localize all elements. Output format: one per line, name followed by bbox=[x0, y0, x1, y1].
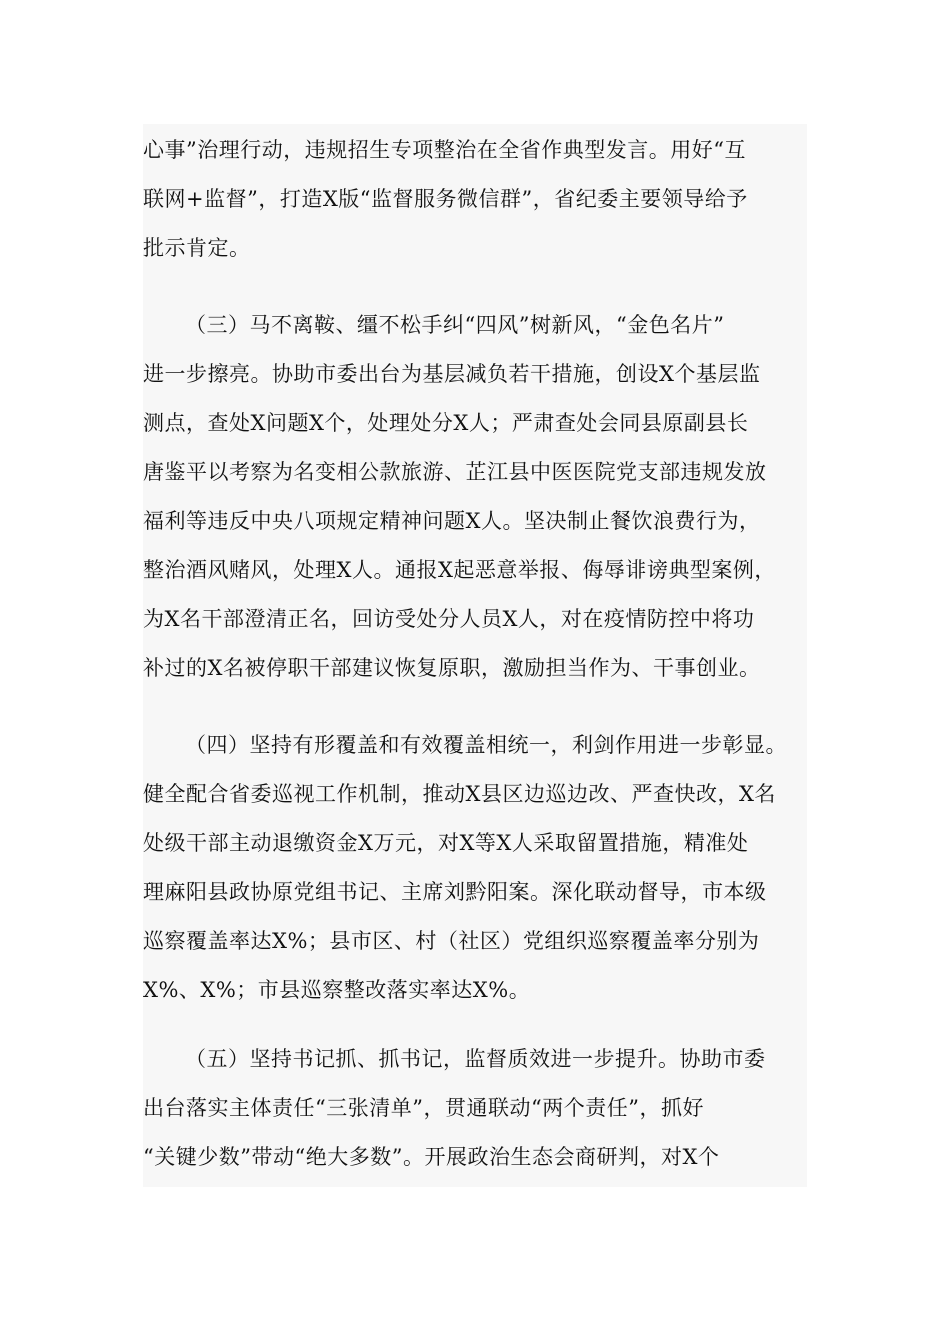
text-line: 唐鉴平以考察为名变相公款旅游、芷江县中医医院党支部违规发放 bbox=[143, 460, 767, 484]
text-line: （五）坚持书记抓、抓书记，监督质效进一步提升。协助市委 bbox=[185, 1047, 766, 1071]
text-line: “关键少数”带动“绝大多数”。开展政治生态会商研判，对X个 bbox=[143, 1145, 720, 1169]
text-line: 测点，查处X问题X个，处理处分X人；严肃查处会同县原副县长 bbox=[143, 411, 749, 435]
text-line: 健全配合省委巡视工作机制，推动X县区边巡边改、严查快改，X名 bbox=[143, 782, 776, 806]
text-line: X%、X%；市县巡察整改落实率达X%。 bbox=[143, 978, 531, 1002]
text-line: 进一步擦亮。协助市委出台为基层减负若干措施，创设X个基层监 bbox=[143, 362, 761, 386]
text-line: 处级干部主动退缴资金X万元，对X等X人采取留置措施，精准处 bbox=[143, 831, 749, 855]
text-line: 巡察覆盖率达X%；县市区、村（社区）党组织巡察覆盖率分别为 bbox=[143, 929, 760, 953]
document-text-block bbox=[143, 124, 807, 1187]
text-line: （四）坚持有形覆盖和有效覆盖相统一，利剑作用进一步彰显。 bbox=[185, 733, 787, 757]
text-line: 为X名干部澄清正名，回访受处分人员X人，对在疫情防控中将功 bbox=[143, 607, 755, 631]
text-line: 批示肯定。 bbox=[143, 236, 251, 260]
paragraph-2 bbox=[143, 301, 807, 693]
text-line: 福利等违反中央八项规定精神问题X人。坚决制止餐饮浪费行为， bbox=[143, 509, 761, 533]
text-line: 出台落实主体责任“三张清单”，贯通联动“两个责任”，抓好 bbox=[143, 1096, 704, 1120]
paragraph-4 bbox=[143, 1035, 807, 1182]
paragraph-1 bbox=[143, 126, 807, 273]
text-line: 补过的X名被停职干部建议恢复原职，激励担当作为、干事创业。 bbox=[143, 656, 761, 680]
text-line: 联网+监督”，打造X版“监督服务微信群”，省纪委主要领导给予 bbox=[143, 187, 748, 211]
text-line: （三）马不离鞍、缰不松手纠“四风”树新风，“金色名片” bbox=[185, 313, 725, 337]
text-line: 理麻阳县政协原党组书记、主席刘黔阳案。深化联动督导，市本级 bbox=[143, 880, 767, 904]
text-line: 心事”治理行动，违规招生专项整治在全省作典型发言。用好“互 bbox=[143, 138, 746, 162]
text-line: 整治酒风赌风，处理X人。通报X起恶意举报、侮辱诽谤典型案例， bbox=[143, 558, 776, 582]
paragraph-3 bbox=[143, 721, 807, 1015]
